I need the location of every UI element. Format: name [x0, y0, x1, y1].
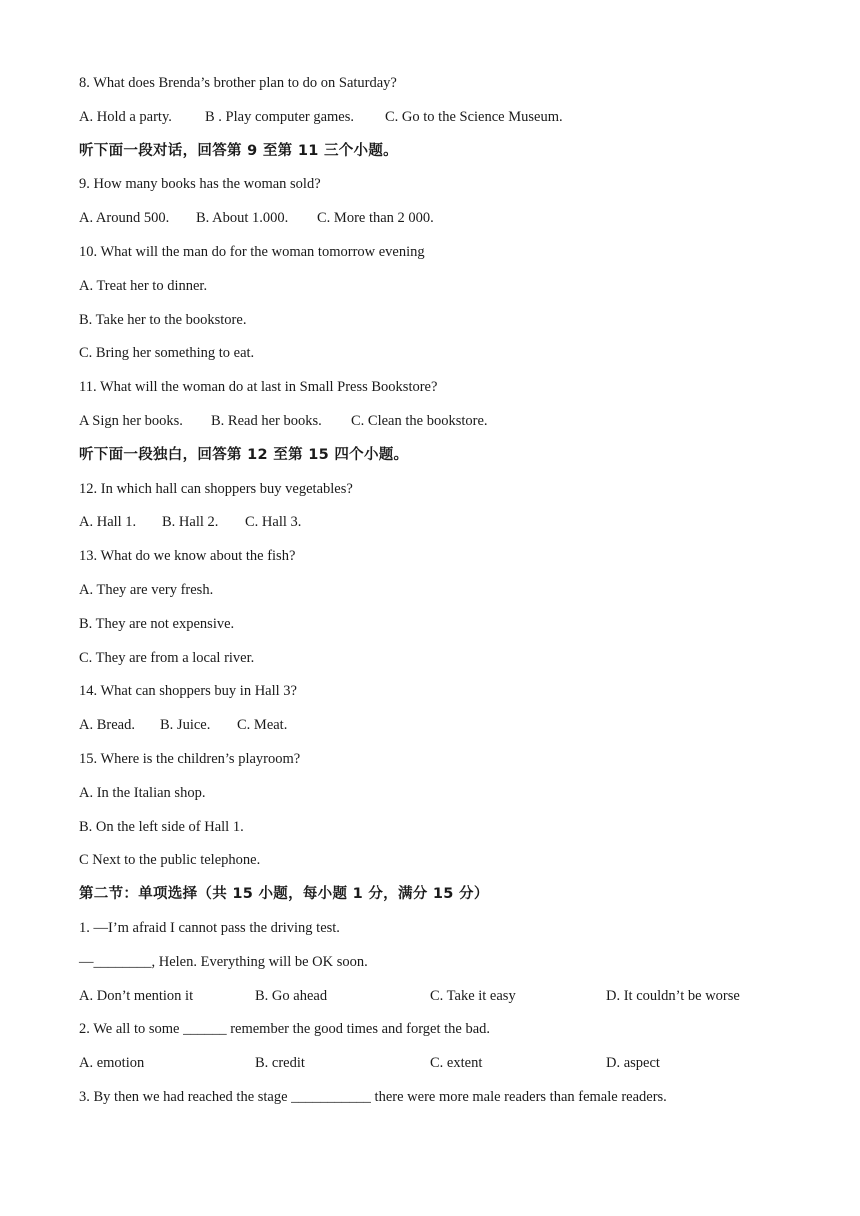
- answer-option: C. Take it easy: [430, 987, 516, 1004]
- question-line: —________, Helen. Everything will be OK soon.: [79, 953, 368, 970]
- question-line: B. Take her to the bookstore.: [79, 311, 247, 328]
- section-heading: 听下面一段独白，回答第 12 至第 15 四个小题。: [79, 446, 409, 463]
- question-line: A. Treat her to dinner.: [79, 277, 208, 294]
- question-line: A. In the Italian shop.: [79, 784, 206, 801]
- question-line: 9. How many books has the woman sold?: [79, 176, 321, 193]
- answer-option: C. Go to the Science Museum.: [385, 108, 563, 125]
- question-line: 8. What does Brenda’s brother plan to do on Saturday?: [79, 75, 397, 91]
- options-row: [79, 716, 779, 734]
- answer-option: C. Clean the bookstore.: [351, 413, 488, 429]
- question-line: 10. What will the man do for the woman tomorrow evening: [79, 244, 425, 260]
- question-line: 15. Where is the children’s playroom?: [79, 751, 301, 767]
- question-line: B. They are not expensive.: [79, 615, 235, 632]
- answer-option: B. Go ahead: [255, 987, 328, 1004]
- question-line: C. Bring her something to eat.: [79, 345, 255, 362]
- options-row: [79, 513, 779, 531]
- section-heading: 听下面一段对话，回答第 9 至第 11 三个小题。: [79, 142, 398, 159]
- answer-option: A. Bread.: [79, 717, 135, 734]
- options-row: [79, 987, 779, 1005]
- answer-option: B. About 1.000.: [196, 210, 289, 227]
- answer-option: D. It couldn’t be worse: [606, 987, 740, 1004]
- question-line: 1. —I’m afraid I cannot pass the driving test.: [79, 920, 340, 936]
- question-line: 12. In which hall can shoppers buy vegetables?: [79, 480, 353, 497]
- answer-option: B. credit: [255, 1055, 305, 1072]
- answer-option: A. Hall 1.: [79, 514, 137, 531]
- answer-option: B. Hall 2.: [162, 514, 219, 531]
- answer-option: B . Play computer games.: [205, 108, 355, 125]
- answer-option: A. Don’t mention it: [79, 987, 194, 1004]
- question-line: A. They are very fresh.: [79, 582, 214, 598]
- question-line: B. On the left side of Hall 1.: [79, 818, 244, 835]
- answer-option: A Sign her books.: [79, 413, 183, 429]
- answer-option: A. Hold a party.: [79, 108, 172, 125]
- question-line: C. They are from a local river.: [79, 649, 255, 666]
- answer-option: C. Hall 3.: [245, 514, 302, 531]
- answer-option: C. More than 2 000.: [317, 210, 434, 227]
- answer-option: B. Juice.: [160, 717, 211, 734]
- section-heading: 第二节：单项选择（共 15 小题，每小题 1 分，满分 15 分）: [79, 886, 489, 903]
- options-row: [79, 412, 779, 430]
- answer-option: A. Around 500.: [79, 210, 170, 227]
- question-line: 11. What will the woman do at last in Small Press Bookstore?: [79, 379, 438, 396]
- options-row: [79, 209, 779, 227]
- question-line: 2. We all to some ______ remember the good times and forget the bad.: [79, 1021, 491, 1038]
- answer-option: A. emotion: [79, 1055, 145, 1072]
- question-line: 3. By then we had reached the stage ___________ there were more male readers than female readers.: [79, 1089, 667, 1105]
- question-line: 13. What do we know about the fish?: [79, 548, 296, 565]
- answer-option: B. Read her books.: [211, 413, 322, 429]
- question-line: C Next to the public telephone.: [79, 852, 261, 869]
- answer-option: D. aspect: [606, 1055, 660, 1072]
- question-line: 14. What can shoppers buy in Hall 3?: [79, 683, 297, 700]
- answer-option: C. Meat.: [237, 717, 288, 734]
- answer-option: C. extent: [430, 1055, 483, 1072]
- options-row: [79, 108, 779, 126]
- options-row: [79, 1054, 779, 1072]
